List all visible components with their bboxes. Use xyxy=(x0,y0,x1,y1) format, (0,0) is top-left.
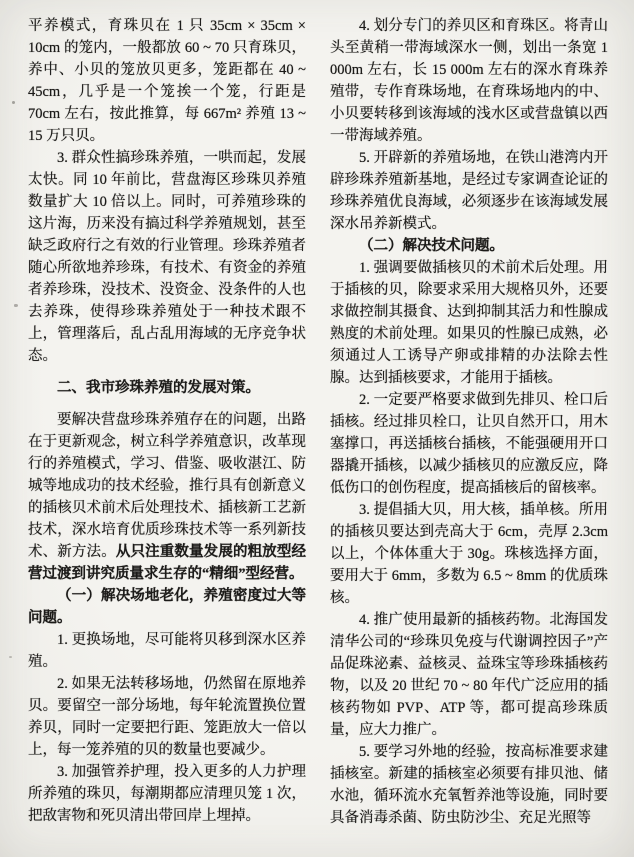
right-column xyxy=(330,15,608,847)
emphasis-text: 从只注重数量发展的粗放型经营过渡到讲究质量求生存的“精细”型经营。 xyxy=(28,544,307,582)
left-column xyxy=(28,15,306,847)
section-heading: 二、我市珍珠养殖的发展对策。 xyxy=(57,380,260,396)
paragraph: 1. 更换场地，尽可能将贝移到深水区养殖。 xyxy=(28,632,306,670)
scan-speck xyxy=(12,101,15,104)
paragraph-continuation: 平养模式，育珠贝在 1 只 35cm × 35cm × 10cm 的笼内，一般都放 60 ~ 70 只育珠贝，养中、小贝的笼放贝更多，笼距都在 40 ~ 45cm，几乎是一个笼挨一个笼，行距是 70cm 左右，按此推算，每 667m² 养殖 13 ~ 15 万只贝。 xyxy=(28,18,306,144)
paragraph: 2. 如果无法转移场地，仍然留在原地养贝。要留空一部分场地，每年轮流置换位置养贝，同时一定要把行距、笼距放大一倍以上，每一笼养殖的贝的数量也要减少。 xyxy=(28,676,306,758)
subsection-heading: （二）解决技术问题。 xyxy=(359,238,504,254)
scan-speck xyxy=(9,656,12,658)
paragraph: 2. 一定要严格要求做到先排贝、栓口后插核。经过排贝栓口，让贝自然开口，用木塞撑口，再送插核台插核，不能强硬用开口器撬开插核，以减少插核贝的应激反应，降低伤口的创伤程度，提高插核后的留核率。 xyxy=(330,392,608,496)
paragraph: 3. 提倡插大贝，用大核，插单核。所用的插核贝要达到壳高大于 6cm，壳厚 2.3cm 以上，个体体重大于 30g。珠核选择方面，要用大于 6mm，多数为 6.5 ~ 8mm 的优质珠核。 xyxy=(330,502,608,606)
paragraph: 5. 要学习外地的经验，按高标准要求建插核室。新建的插核室必须要有排贝池、储水池，循环流水充氧暂养池等设施，同时要具备消毒杀菌、防虫防沙尘、充足光照等 xyxy=(330,744,608,826)
paragraph-text: 要解决营盘珍珠养殖存在的问题，出路在于更新观念，树立科学养殖意识，改革现行的养殖模式，学习、借鉴、吸收湛江、防城等地成功的技术经验，推行具有创新意义的插核贝术前术后处理技术、插核新工艺新技术，深水培育优质珍珠技术等一系列新技术、新方法。 xyxy=(28,412,306,560)
paragraph: 1. 强调要做插核贝的术前术后处理。用于插核的贝，除要求采用大规格贝外，还要求做控制其摄食、达到抑制其活力和性腺成熟度的术前处理。如果贝的性腺已成熟，必须通过人工诱导产卵或排精的办法除去性腺。达到插核要求，才能用于插核。 xyxy=(330,260,608,386)
paragraph: 4. 推广使用最新的插核药物。北海国发清华公司的“珍珠贝免疫与代谢调控因子”产品促珠泌素、益核灵、益珠宝等珍珠插核药物，以及 20 世纪 70 ~ 80 年代广泛应用的插核药物如 PVP、ATP 等，都可提高珍珠质量，应大力推广。 xyxy=(330,612,608,738)
paragraph: 3. 加强管养护理，投入更多的人力护理所养殖的珠贝，每潮期都应清理贝笼 1 次，把敌害物和死贝清出带回岸上埋掉。 xyxy=(28,764,306,824)
paragraph: 5. 开辟新的养殖场地，在铁山港湾内开辟珍珠养殖新基地，是经过专家调查论证的珍珠养殖优良海域，必须逐步在该海域发展深水吊养新模式。 xyxy=(330,150,608,232)
paragraph: 4. 划分专门的养贝区和育珠区。将青山头至黄稍一带海域深水一侧，划出一条宽 1 000m 左右，长 15 000m 左右的深水育珠养殖带，专作育珠场地，在育珠场地内的中、小贝要转移到该海域的浅水区或营盘镇以西一带海域养殖。 xyxy=(330,18,608,144)
paragraph: 3. 群众性搞珍珠养殖，一哄而起，发展太快。同 10 年前比，营盘海区珍珠贝养殖数量扩大 10 倍以上。同时，可养殖珍珠的这片海，历来没有搞过科学养殖规划，甚至缺乏政府行之有效的行业管理。珍珠养殖者随心所欲地养珍珠，有技术、有资金的养殖者养珍珠，没技术、没资金、没条件的人也去养珠，使得珍珠养殖处于一种技术跟不上，管理落后，乱占乱用海域的无序竞争状态。 xyxy=(28,150,306,364)
paragraph xyxy=(28,409,306,585)
scan-speck xyxy=(14,304,18,307)
subsection-heading: （一）解决场地老化，养殖密度过大等问题。 xyxy=(28,588,306,626)
